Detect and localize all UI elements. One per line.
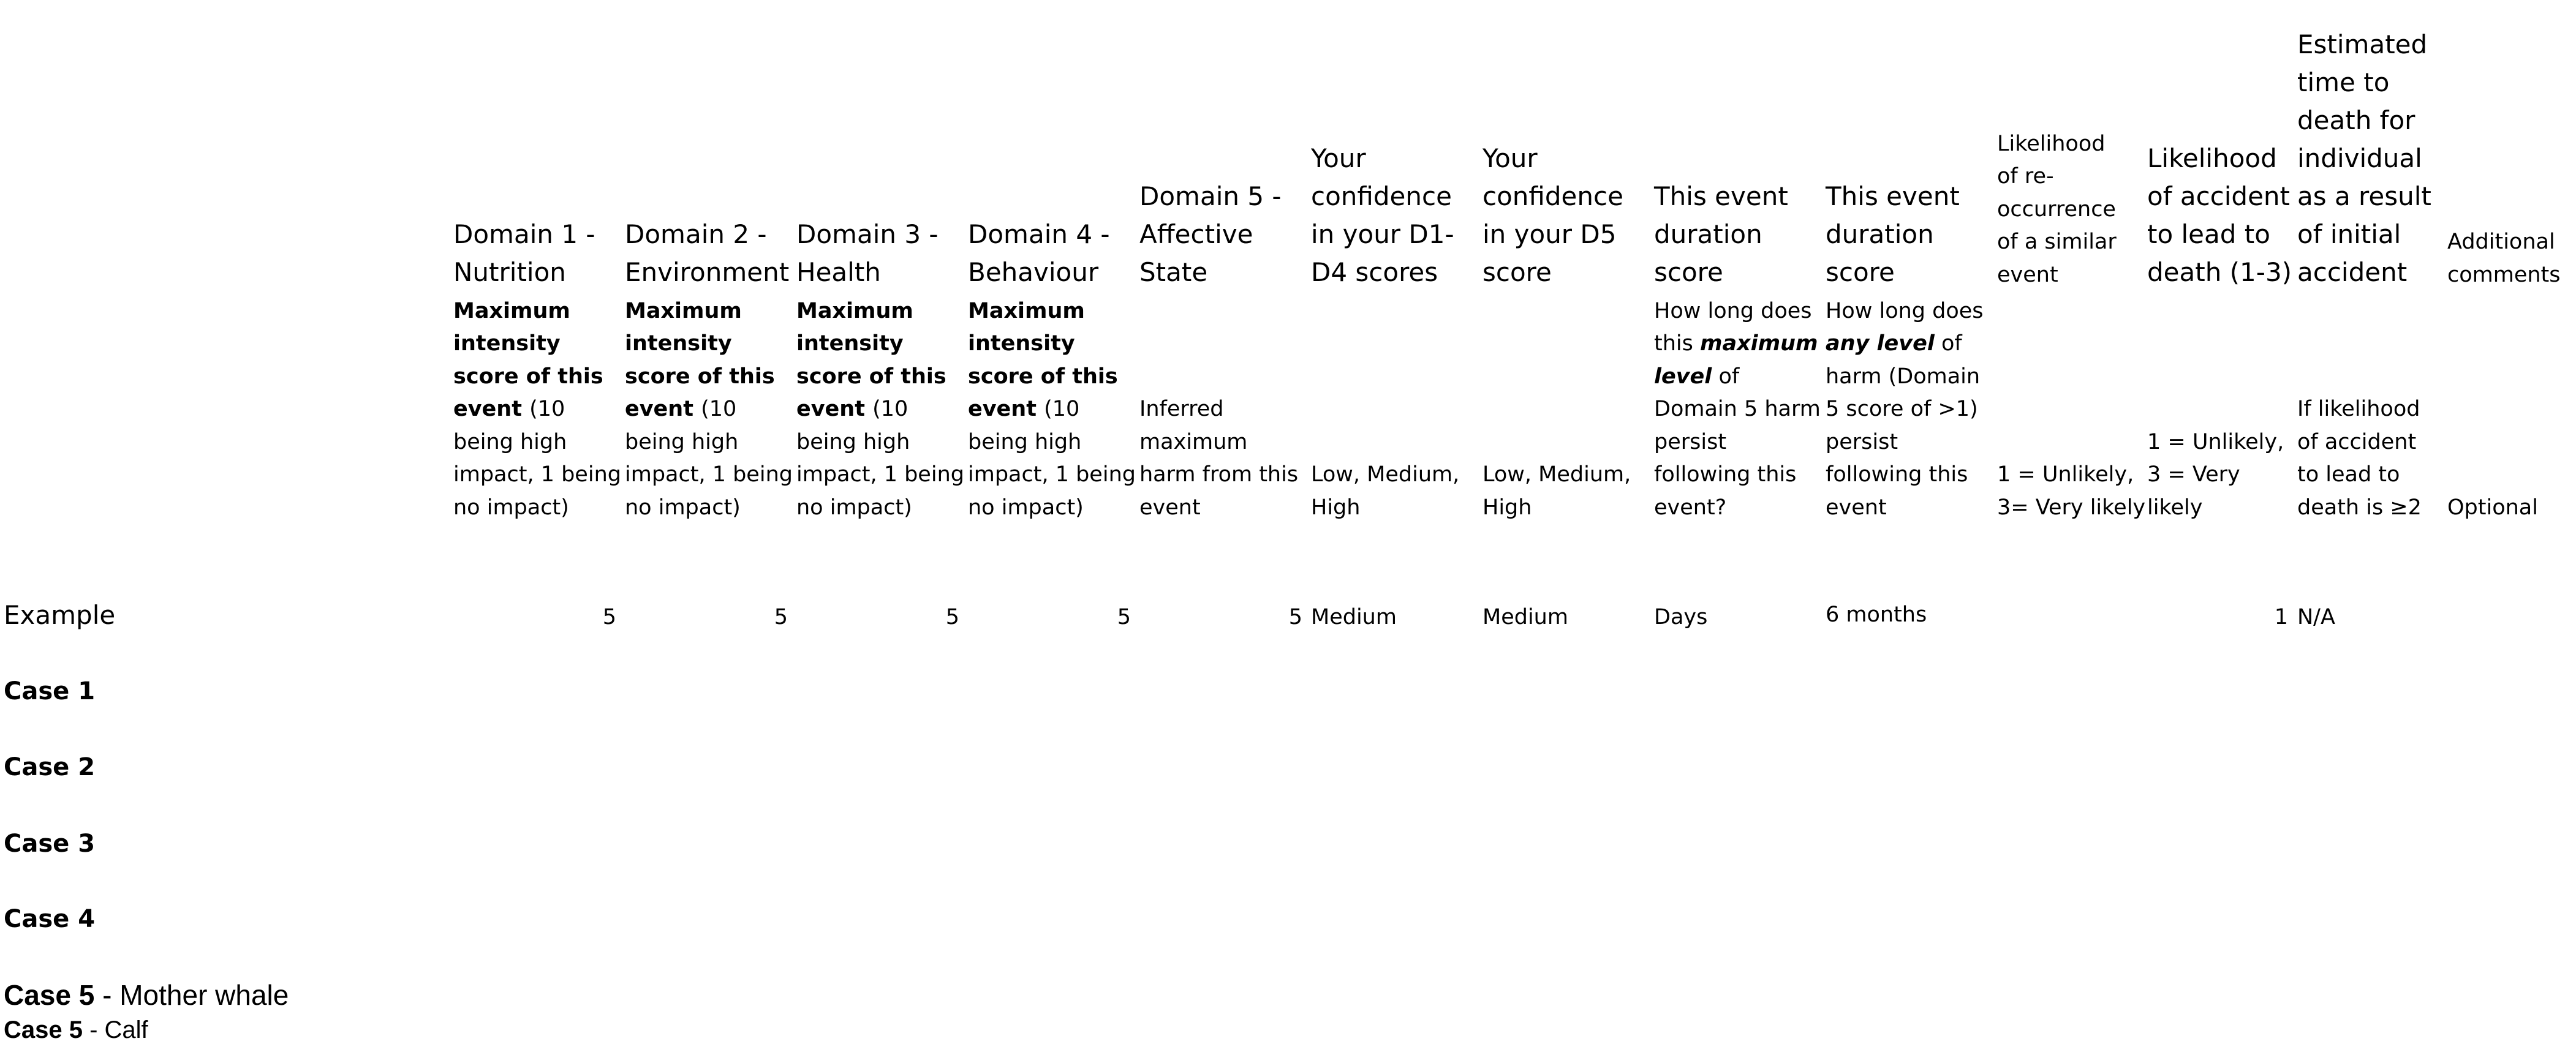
column-description-bold: Maximum intensity score of this event [453,298,603,421]
column-title: Domain 4 - Behaviour [968,219,1110,287]
column-description [796,295,965,525]
example-d2: 5 [774,605,788,629]
column-title: Domain 2 - Environment [625,219,790,287]
column-title: Domain 5 - Affective State [1139,181,1282,287]
header-col-domain-3 [796,0,968,1040]
row-label-case-2 [4,753,95,781]
column-description-pre: How long does [1826,298,1984,323]
row-label-case-5-mother [4,978,289,1012]
column-title: Likelihood of accident to lead to death (1-3) [2147,143,2292,287]
column-title: This event duration score [1826,181,1960,287]
case-suffix: - Calf [82,1016,148,1043]
case-suffix: - Mother whale [94,979,289,1011]
example-time-to-death: N/A [2297,605,2335,629]
column-description-emphasis: maximum level [1654,331,1818,389]
header-col-domain-4 [968,0,1139,1040]
example-duration-any: 6 months [1826,603,1927,627]
row-label-case-4 [4,905,95,933]
column-title: Additional comments [2447,230,2561,287]
column-description: Low, Medium, High [1311,462,1460,520]
column-description-pre: How long does this [1654,298,1812,356]
case-label: Case 5 [4,979,95,1011]
example-confidence-d5: Medium [1483,605,1568,629]
case-label: Case 5 [4,1016,83,1043]
column-title: Estimated time to death for individual as a result of initial accident [2297,29,2431,287]
column-description [625,295,793,525]
case-label: Case 2 [4,753,96,781]
column-description-bold: Maximum intensity score of this event [796,298,946,421]
header-col-domain-2 [625,0,796,1040]
header-col-reoccurrence [1997,0,2150,1040]
column-title: Your confidence in your D5 score [1483,143,1623,287]
row-label-case-5-calf [4,1016,148,1044]
column-description-text: (10 being high impact, 1 being no impact) [453,397,621,520]
column-description: 1 = Unlikely, 3= Very likely [1997,462,2146,520]
column-title: This event duration score [1654,181,1788,287]
column-title: Your confidence in your D1-D4 scores [1311,143,1454,287]
header-col-time-to-death [2297,0,2450,1040]
column-description: 1 = Unlikely, 3 = Very likely [2147,429,2284,520]
case-label: Case 1 [4,677,96,705]
example-d1: 5 [602,605,616,629]
column-description-post: of harm (Domain 5 score of >1) persist following this event [1826,331,1981,520]
column-description: If likelihood of accident to lead to death is ≥2 [2297,397,2422,520]
header-col-confidence-d1-d4 [1311,0,1483,1040]
column-title: Likelihood of re-occurrence of a similar event [1997,131,2117,287]
column-description: Low, Medium, High [1483,462,1631,520]
column-description-emphasis: any level [1826,331,1935,356]
example-d5: 5 [1288,605,1302,629]
column-title: Domain 3 - Health [796,219,939,287]
example-death-likelihood: 1 [2274,605,2288,629]
row-label-example: Example [4,600,116,630]
example-d4: 5 [1117,605,1131,629]
column-description-text: (10 being high impact, 1 being no impact) [625,397,793,520]
column-description-bold: Maximum intensity score of this event [968,298,1118,421]
header-col-domain-5 [1139,0,1311,1040]
column-description [1654,295,1822,525]
example-duration-max: Days [1654,605,1708,629]
column-description [453,295,622,525]
row-label-case-1 [4,677,95,705]
header-col-confidence-d5 [1483,0,1654,1040]
row-label-case-3 [4,830,95,858]
header-col-duration-max [1654,0,1826,1040]
case-label: Case 4 [4,905,96,933]
column-description-text: (10 being high impact, 1 being no impact) [796,397,964,520]
column-description: Optional [2447,495,2538,520]
example-confidence-d1-d4: Medium [1311,605,1397,629]
header-col-death-likelihood [2147,0,2300,1040]
column-title: Domain 1 - Nutrition [453,219,595,287]
column-description [968,295,1136,525]
column-description: Inferred maximum harm from this event [1139,397,1299,520]
column-description [1826,295,1994,525]
example-d3: 5 [945,605,959,629]
column-description-bold: Maximum intensity score of this event [625,298,775,421]
header-col-duration-any [1826,0,1997,1040]
column-description-text: (10 being high impact, 1 being no impact) [968,397,1136,520]
case-label: Case 3 [4,830,96,858]
header-col-additional-comments [2447,0,2573,1040]
column-description-post: of Domain 5 harm persist following this event? [1654,364,1821,520]
header-col-domain-1 [453,0,625,1040]
